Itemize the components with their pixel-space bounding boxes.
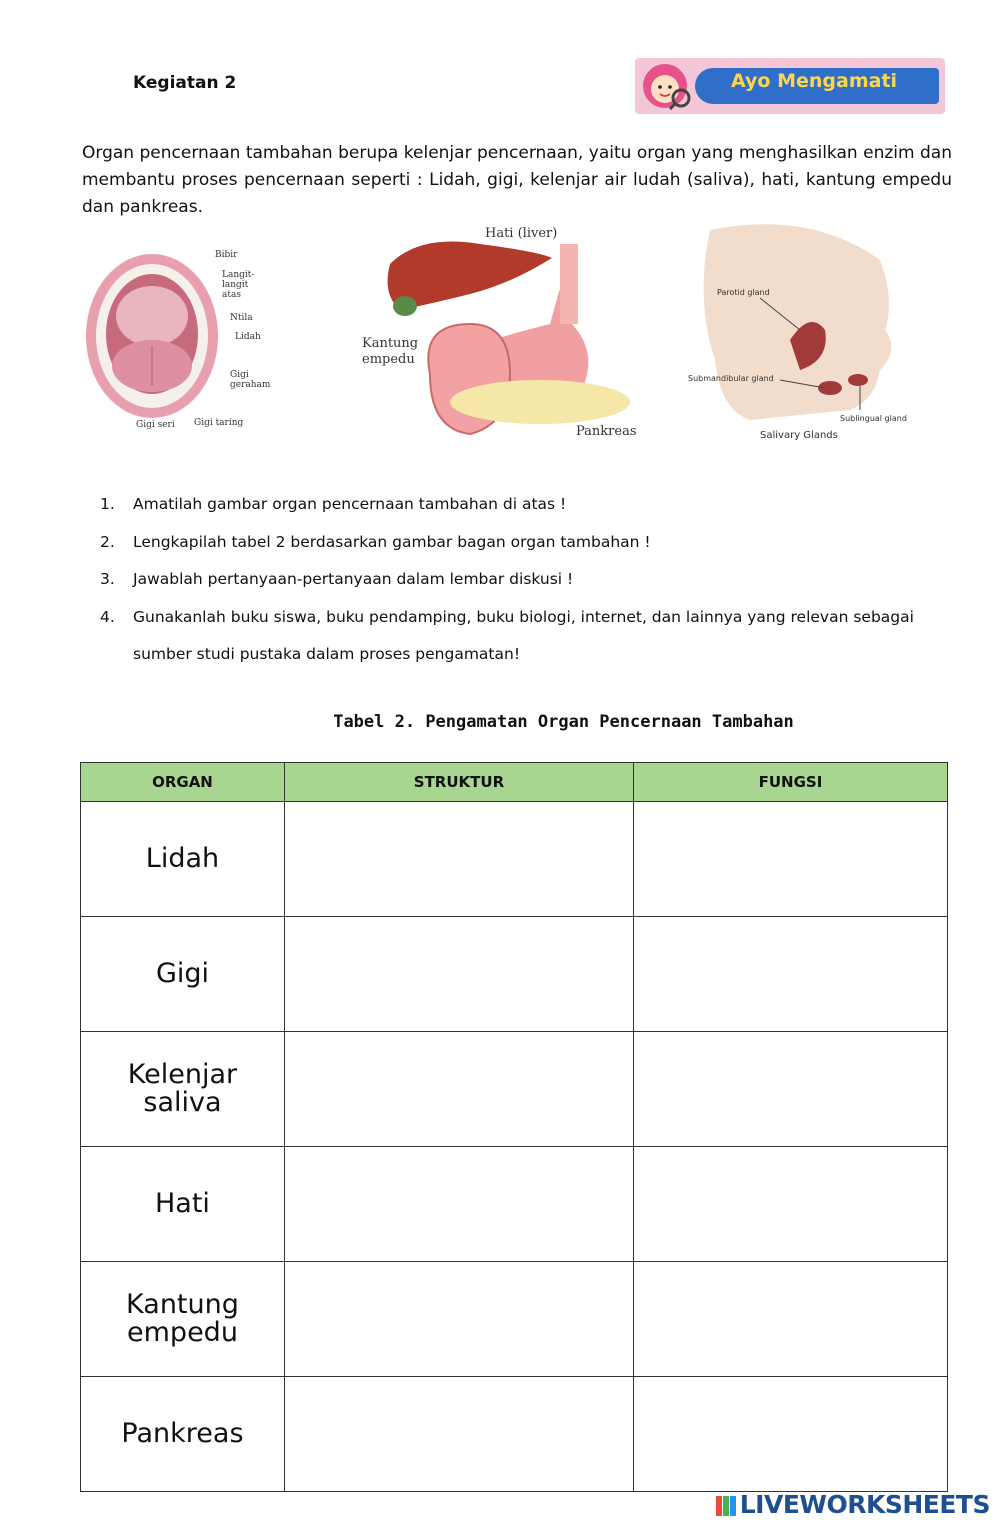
label-langit: Langit-: [222, 270, 255, 280]
label-gigi-geraham: Gigi: [230, 370, 249, 380]
table-row: [81, 917, 948, 1032]
label-salivary-caption: Salivary Glands: [760, 430, 838, 441]
struktur-answer-cell[interactable]: [284, 1032, 633, 1147]
label-bibir: Bibir: [215, 250, 238, 260]
header-organ: ORGAN: [81, 763, 285, 802]
instruction-item: 1. Amatilah gambar organ pencernaan tambahan di atas !: [100, 495, 567, 513]
ayo-mengamati-badge: [635, 58, 945, 114]
label-kantung: Kantung: [362, 336, 419, 351]
activity-heading: Kegiatan 2: [133, 73, 237, 93]
label-lidah: Lidah: [235, 332, 261, 342]
label-anak-lidah: Ntila: [230, 313, 253, 323]
badge-label: Ayo Mengamati: [731, 70, 898, 92]
struktur-answer-cell[interactable]: [284, 917, 633, 1032]
label-sublingual: Sublingual gland: [840, 414, 907, 423]
fungsi-answer-cell[interactable]: [633, 1147, 947, 1262]
table-title: Tabel 2. Pengamatan Organ Pencernaan Tambahan: [333, 712, 794, 732]
mouth-diagram: [80, 240, 280, 440]
salivary-glands-diagram: [690, 220, 920, 444]
table-row: [81, 802, 948, 917]
organ-cell: Pankreas: [81, 1377, 285, 1492]
fungsi-answer-cell[interactable]: [633, 1032, 947, 1147]
label-langit-2: langit: [222, 280, 249, 290]
label-pankreas: Pankreas: [576, 424, 637, 439]
liveworksheets-logo-icon: [716, 1496, 736, 1516]
organ-cell: Hati: [81, 1147, 285, 1262]
organ-cell: Kantung empedu: [81, 1262, 285, 1377]
instruction-item: 4. Gunakanlah buku siswa, buku pendamping, buku biologi, internet, dan lainnya yang relevan sebagai sumber studi pustaka dalam proses pengamatan!: [100, 607, 914, 663]
struktur-answer-cell[interactable]: [284, 1262, 633, 1377]
observation-table: [80, 762, 948, 1492]
label-gigi-geraham-2: geraham: [230, 380, 271, 390]
label-gigi-seri: Gigi seri: [136, 420, 175, 430]
label-langit-3: atas: [222, 290, 241, 300]
table-row: [81, 1377, 948, 1492]
fungsi-answer-cell[interactable]: [633, 1377, 947, 1492]
label-empedu: empedu: [362, 352, 415, 367]
fungsi-answer-cell[interactable]: [633, 802, 947, 917]
fungsi-answer-cell[interactable]: [633, 917, 947, 1032]
struktur-answer-cell[interactable]: [284, 802, 633, 917]
header-fungsi: FUNGSI: [633, 763, 947, 802]
liveworksheets-watermark: LIVEWORKSHEETS: [716, 1490, 990, 1519]
organ-cell: Lidah: [81, 802, 285, 917]
instruction-item: 2. Lengkapilah tabel 2 berdasarkan gambar bagan organ tambahan !: [100, 532, 651, 551]
label-gigi-taring: Gigi taring: [194, 418, 244, 428]
struktur-answer-cell[interactable]: [284, 1377, 633, 1492]
organ-cell: Kelenjar saliva: [81, 1032, 285, 1147]
table-row: [81, 1262, 948, 1377]
label-submandibular: Submandibular gland: [688, 374, 774, 383]
girl-magnifier-icon: [641, 62, 693, 110]
instruction-item: 3. Jawablah pertanyaan-pertanyaan dalam lembar diskusi !: [100, 570, 574, 588]
struktur-answer-cell[interactable]: [284, 1147, 633, 1262]
header-struktur: STRUKTUR: [284, 763, 633, 802]
label-parotid: Parotid gland: [717, 288, 770, 297]
table-row: [81, 1147, 948, 1262]
fungsi-answer-cell[interactable]: [633, 1262, 947, 1377]
label-hati: Hati (liver): [485, 226, 558, 241]
liver-diagram: [360, 224, 640, 444]
organ-cell: Gigi: [81, 917, 285, 1032]
table-row: [81, 1032, 948, 1147]
instruction-list: [100, 486, 960, 674]
intro-paragraph: Organ pencernaan tambahan berupa kelenjar pencernaan, yaitu organ yang menghasilkan enzim dan membantu proses pencernaan seperti : Lidah, gigi, kelenjar air ludah (saliva), hati, kantung empedu dan pankreas.: [82, 143, 952, 217]
